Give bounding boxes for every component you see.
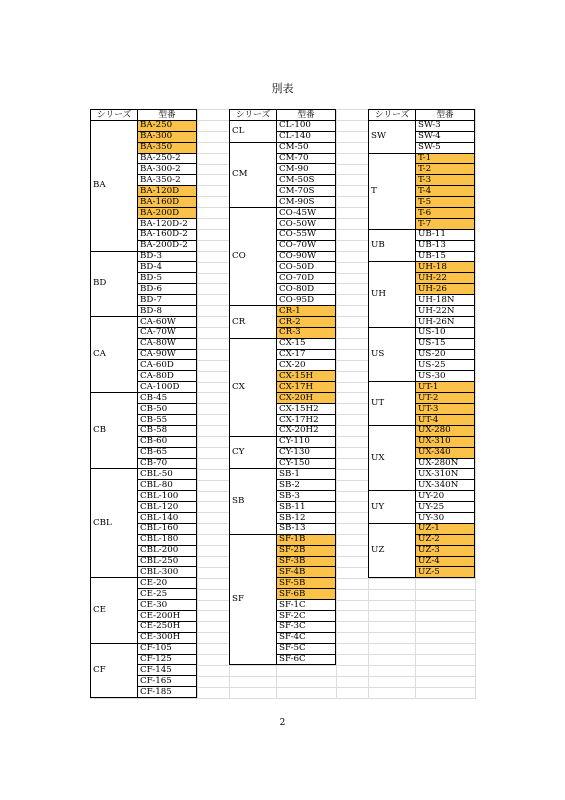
model-cell: SB-2 xyxy=(277,480,336,491)
model-cell: T-1 xyxy=(416,153,475,164)
model-cell: US-25 xyxy=(416,360,475,371)
model-cell: UH-22 xyxy=(416,273,475,284)
model-cell: BD-4 xyxy=(138,262,197,273)
series-cell: BA xyxy=(91,120,138,251)
table-row xyxy=(230,306,336,317)
model-cell: CF-105 xyxy=(138,643,197,654)
model-cell: CX-20 xyxy=(277,360,336,371)
series-header: シリーズ xyxy=(230,110,277,121)
series-cell: CL xyxy=(230,120,277,142)
model-cell: CY-110 xyxy=(277,436,336,447)
model-cell: CBL-250 xyxy=(138,556,197,567)
page-title: 別表 xyxy=(271,82,294,95)
table-row xyxy=(369,262,475,273)
table-row xyxy=(369,153,475,164)
model-cell: CM-50S xyxy=(277,175,336,186)
series-cell: SW xyxy=(369,120,416,153)
series-cell: T xyxy=(369,153,416,229)
model-cell: CX-17 xyxy=(277,349,336,360)
table-row xyxy=(369,491,475,502)
table-row xyxy=(91,469,197,480)
model-cell: CBL-100 xyxy=(138,491,197,502)
model-cell: SF-4C xyxy=(277,632,336,643)
model-cell: CA-90W xyxy=(138,349,197,360)
model-cell: CF-125 xyxy=(138,654,197,665)
model-cell: SF-3B xyxy=(277,556,336,567)
model-cell: CE-20 xyxy=(138,578,197,589)
model-cell: CO-95D xyxy=(277,295,336,306)
model-cell: CO-70D xyxy=(277,273,336,284)
model-cell: CA-60W xyxy=(138,316,197,327)
table-row xyxy=(91,578,197,589)
model-cell: CL-140 xyxy=(277,131,336,142)
model-cell: CE-250H xyxy=(138,621,197,632)
model-cell: UZ-5 xyxy=(416,567,475,578)
series-cell: CA xyxy=(91,316,138,392)
model-header: 型番 xyxy=(277,110,336,121)
model-cell: CX-20H2 xyxy=(277,425,336,436)
table-row xyxy=(91,393,197,404)
model-cell: T-3 xyxy=(416,175,475,186)
model-cell: SB-1 xyxy=(277,469,336,480)
model-cell: CA-80D xyxy=(138,371,197,382)
model-cell: UZ-4 xyxy=(416,556,475,567)
page-number: 2 xyxy=(279,718,286,728)
model-cell: CX-15 xyxy=(277,338,336,349)
header-row xyxy=(230,110,336,121)
model-cell: CBL-200 xyxy=(138,545,197,556)
model-cell: BA-250 xyxy=(138,120,197,131)
model-cell: CY-150 xyxy=(277,458,336,469)
model-cell: SB-13 xyxy=(277,523,336,534)
model-cell: CBL-50 xyxy=(138,469,197,480)
model-cell: UB-13 xyxy=(416,240,475,251)
model-cell: CR-1 xyxy=(277,306,336,317)
model-cell: SF-3C xyxy=(277,621,336,632)
model-cell: T-5 xyxy=(416,197,475,208)
model-cell: CM-90 xyxy=(277,164,336,175)
model-cell: T-4 xyxy=(416,186,475,197)
model-cell: UT-4 xyxy=(416,414,475,425)
model-cell: CE-300H xyxy=(138,632,197,643)
table-row xyxy=(369,425,475,436)
model-cell: SF-6B xyxy=(277,589,336,600)
series-cell: CO xyxy=(230,208,277,306)
model-cell: CF-165 xyxy=(138,676,197,687)
model-cell: UT-1 xyxy=(416,382,475,393)
model-cell: BA-300-2 xyxy=(138,164,197,175)
model-cell: CF-145 xyxy=(138,665,197,676)
model-cell: T-6 xyxy=(416,208,475,219)
model-cell: BD-7 xyxy=(138,295,197,306)
model-cell: CR-2 xyxy=(277,316,336,327)
model-cell: CR-3 xyxy=(277,327,336,338)
model-cell: UT-3 xyxy=(416,404,475,415)
model-cell: US-30 xyxy=(416,371,475,382)
model-cell: CX-15H xyxy=(277,371,336,382)
model-cell: SB-11 xyxy=(277,502,336,513)
series-cell: SB xyxy=(230,469,277,534)
model-cell: CE-200H xyxy=(138,610,197,621)
model-cell: SB-12 xyxy=(277,512,336,523)
model-cell: SW-3 xyxy=(416,120,475,131)
model-cell: UX-280 xyxy=(416,425,475,436)
model-cell: CB-58 xyxy=(138,425,197,436)
model-cell: CA-80W xyxy=(138,338,197,349)
model-cell: CBL-160 xyxy=(138,523,197,534)
model-cell: CE-25 xyxy=(138,589,197,600)
model-cell: BA-160D-2 xyxy=(138,229,197,240)
model-cell: CB-50 xyxy=(138,404,197,415)
model-cell: UZ-2 xyxy=(416,534,475,545)
model-cell: CO-80D xyxy=(277,284,336,295)
model-cell: UZ-1 xyxy=(416,523,475,534)
model-cell: CB-55 xyxy=(138,414,197,425)
model-cell: CO-55W xyxy=(277,229,336,240)
model-cell: BA-350-2 xyxy=(138,175,197,186)
series-table-2 xyxy=(229,109,336,665)
table-row xyxy=(369,327,475,338)
header-row xyxy=(369,110,475,121)
table-row xyxy=(369,229,475,240)
table-row xyxy=(230,142,336,153)
model-cell: BD-8 xyxy=(138,306,197,317)
table-row xyxy=(91,120,197,131)
model-cell: UH-18N xyxy=(416,295,475,306)
model-cell: UY-30 xyxy=(416,512,475,523)
table-row xyxy=(230,534,336,545)
series-header: シリーズ xyxy=(91,110,138,121)
model-cell: BA-120D-2 xyxy=(138,218,197,229)
table-row xyxy=(91,251,197,262)
model-cell: BA-250-2 xyxy=(138,153,197,164)
model-cell: CM-50 xyxy=(277,142,336,153)
model-header: 型番 xyxy=(138,110,197,121)
model-cell: CB-45 xyxy=(138,393,197,404)
model-cell: CF-185 xyxy=(138,687,197,698)
model-cell: CX-15H2 xyxy=(277,404,336,415)
model-cell: CX-20H xyxy=(277,393,336,404)
model-cell: CO-50D xyxy=(277,262,336,273)
model-cell: BA-160D xyxy=(138,197,197,208)
model-cell: SW-5 xyxy=(416,142,475,153)
series-cell: BD xyxy=(91,251,138,316)
model-cell: UY-20 xyxy=(416,491,475,502)
model-cell: CL-100 xyxy=(277,120,336,131)
series-cell: SF xyxy=(230,534,277,665)
model-cell: BD-6 xyxy=(138,284,197,295)
model-cell: UB-11 xyxy=(416,229,475,240)
table-row xyxy=(230,208,336,219)
series-cell: UZ xyxy=(369,523,416,577)
table-row xyxy=(91,643,197,654)
model-cell: SF-4B xyxy=(277,567,336,578)
table-row xyxy=(230,469,336,480)
table-row xyxy=(230,436,336,447)
model-cell: SF-2B xyxy=(277,545,336,556)
model-cell: UX-340 xyxy=(416,447,475,458)
series-header: シリーズ xyxy=(369,110,416,121)
model-cell: UX-340N xyxy=(416,480,475,491)
model-cell: UB-15 xyxy=(416,251,475,262)
table-row xyxy=(230,120,336,131)
model-cell: US-10 xyxy=(416,327,475,338)
model-cell: SF-1B xyxy=(277,534,336,545)
model-cell: BA-120D xyxy=(138,186,197,197)
series-cell: CM xyxy=(230,142,277,207)
model-cell: UZ-3 xyxy=(416,545,475,556)
model-cell: BA-300 xyxy=(138,131,197,142)
model-cell: T-7 xyxy=(416,218,475,229)
series-cell: US xyxy=(369,327,416,381)
model-cell: T-2 xyxy=(416,164,475,175)
model-cell: SF-1C xyxy=(277,600,336,611)
table-row xyxy=(369,523,475,534)
series-table-3 xyxy=(368,109,475,578)
series-cell: CY xyxy=(230,436,277,469)
header-row xyxy=(91,110,197,121)
model-cell: CA-60D xyxy=(138,360,197,371)
model-cell: CBL-300 xyxy=(138,567,197,578)
model-cell: SF-6C xyxy=(277,654,336,665)
model-cell: CO-45W xyxy=(277,208,336,219)
model-cell: BA-350 xyxy=(138,142,197,153)
model-cell: UH-22N xyxy=(416,306,475,317)
series-cell: UT xyxy=(369,382,416,426)
model-header: 型番 xyxy=(416,110,475,121)
model-cell: US-20 xyxy=(416,349,475,360)
series-cell: CBL xyxy=(91,469,138,578)
model-cell: UH-18 xyxy=(416,262,475,273)
model-cell: CX-17H2 xyxy=(277,414,336,425)
model-cell: BA-200D-2 xyxy=(138,240,197,251)
model-cell: UX-280N xyxy=(416,458,475,469)
series-cell: UY xyxy=(369,491,416,524)
model-cell: CE-30 xyxy=(138,600,197,611)
model-cell: BA-200D xyxy=(138,208,197,219)
model-cell: CBL-80 xyxy=(138,480,197,491)
table-row xyxy=(230,338,336,349)
series-cell: UH xyxy=(369,262,416,327)
model-cell: CBL-140 xyxy=(138,512,197,523)
model-cell: UH-26 xyxy=(416,284,475,295)
model-cell: CO-70W xyxy=(277,240,336,251)
series-cell: CX xyxy=(230,338,277,436)
series-cell: CF xyxy=(91,643,138,697)
model-cell: CB-65 xyxy=(138,447,197,458)
model-cell: CB-60 xyxy=(138,436,197,447)
series-cell: CR xyxy=(230,306,277,339)
model-cell: CX-17H xyxy=(277,382,336,393)
series-cell: UB xyxy=(369,229,416,262)
model-cell: CBL-120 xyxy=(138,502,197,513)
model-cell: CM-70S xyxy=(277,186,336,197)
series-cell: UX xyxy=(369,425,416,490)
model-cell: CY-130 xyxy=(277,447,336,458)
model-cell: SF-2C xyxy=(277,610,336,621)
table-row xyxy=(91,316,197,327)
model-cell: UX-310 xyxy=(416,436,475,447)
model-cell: UY-25 xyxy=(416,502,475,513)
series-cell: CE xyxy=(91,578,138,643)
model-cell: SF-5C xyxy=(277,643,336,654)
model-cell: CM-90S xyxy=(277,197,336,208)
table-row xyxy=(369,382,475,393)
model-cell: CBL-180 xyxy=(138,534,197,545)
model-cell: CA-100D xyxy=(138,382,197,393)
series-cell: CB xyxy=(91,393,138,469)
model-cell: UH-26N xyxy=(416,316,475,327)
model-cell: BD-5 xyxy=(138,273,197,284)
model-cell: CM-70 xyxy=(277,153,336,164)
model-cell: UX-310N xyxy=(416,469,475,480)
model-cell: CO-50W xyxy=(277,218,336,229)
model-cell: UT-2 xyxy=(416,393,475,404)
series-table-1 xyxy=(90,109,197,698)
model-cell: SF-5B xyxy=(277,578,336,589)
model-cell: CB-70 xyxy=(138,458,197,469)
model-cell: US-15 xyxy=(416,338,475,349)
model-cell: SW-4 xyxy=(416,131,475,142)
model-cell: SB-3 xyxy=(277,491,336,502)
model-cell: CA-70W xyxy=(138,327,197,338)
model-cell: BD-3 xyxy=(138,251,197,262)
table-row xyxy=(369,120,475,131)
model-cell: CO-90W xyxy=(277,251,336,262)
